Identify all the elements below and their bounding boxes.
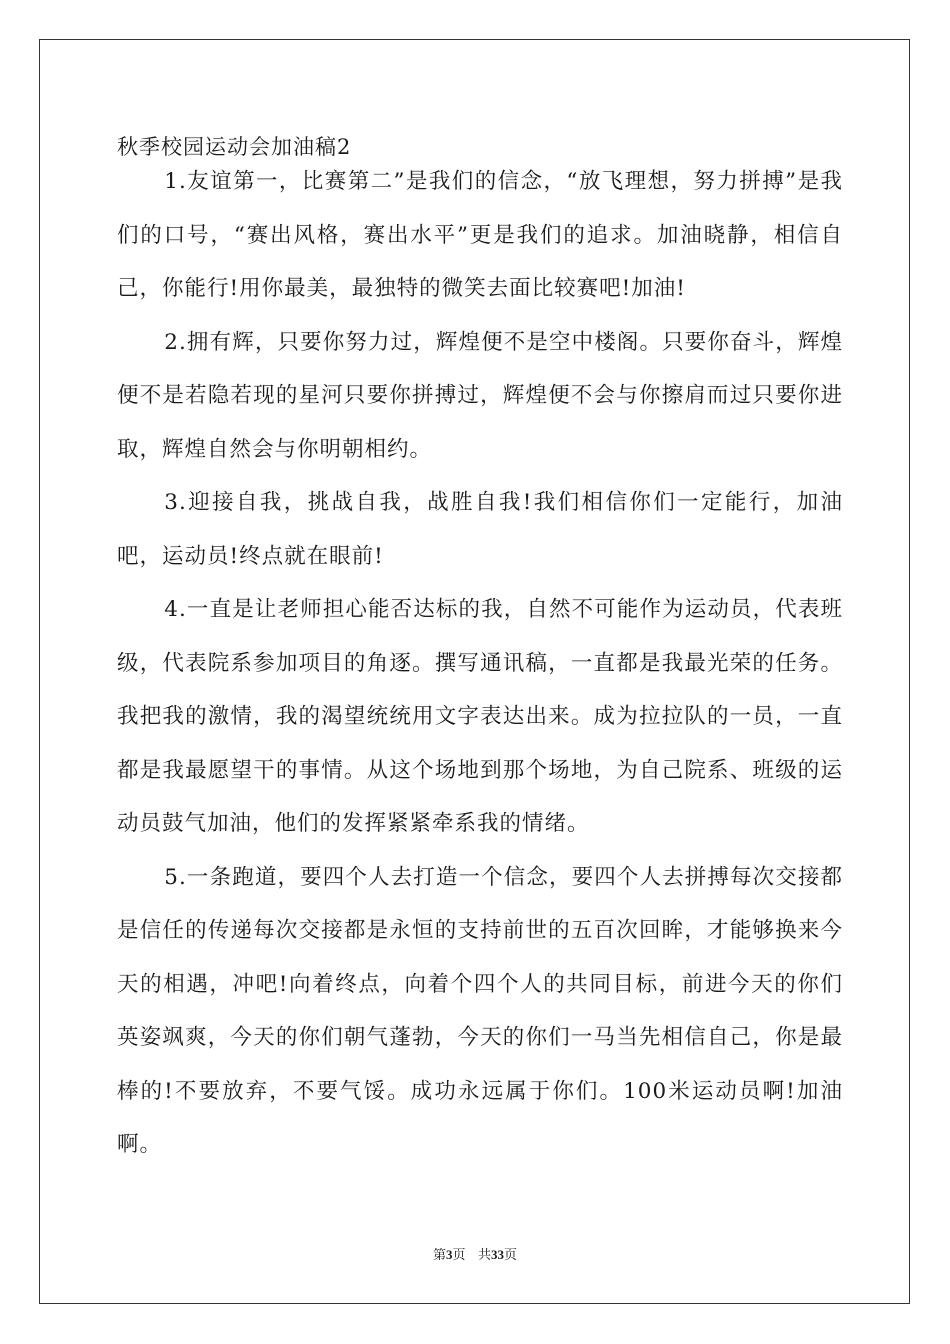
paragraph-5: 5.一条跑道，要四个人去打造一个信念，要四个人去拼搏每次交接都是信任的传递每次交接都是永恒的支持前世的五百次回眸，才能够换来今天的相遇，冲吧!向着终点，向着个四个人的共同目标，前进今天的你们英姿飒爽，今天的你们朝气蓬勃，今天的你们一马当先相信自己，你是最棒的!不要放弃，不要气馁。成功永远属于你们。100米运动员啊!加油啊。 <box>117 864 843 1157</box>
total-pages-number: 33 <box>490 1247 504 1262</box>
total-suffix: 页 <box>503 1248 517 1263</box>
paragraph-4: 4.一直是让老师担心能否达标的我，自然不可能作为运动员，代表班级，代表院系参加项目的角逐。撰写通讯稿，一直都是我最光荣的任务。我把我的激情，我的渴望统统用文字表达出来。成为拉拉队的一员，一直都是我最愿望干的事情。从这个场地到那个场地，为自己院系、班级的运动员鼓气加油，他们的发挥紧紧牵系我的情绪。 <box>117 597 843 836</box>
current-page-number: 3 <box>446 1247 453 1262</box>
document-body <box>117 155 843 1172</box>
page-suffix: 页 <box>452 1248 466 1263</box>
page-prefix: 第 <box>433 1248 447 1263</box>
paragraph-1: 1.友谊第一，比赛第二”是我们的信念，“放飞理想，努力拼搏”是我们的口号，“赛出风格，赛出水平”更是我们的追求。加油晓静，相信自己，你能行!用你最美，最独特的微笑去面比较赛吧!加油! <box>117 169 843 301</box>
total-prefix: 共 <box>477 1248 491 1263</box>
paragraph-3: 3.迎接自我，挑战自我，战胜自我!我们相信你们一定能行，加油吧，运动员!终点就在眼前! <box>117 490 843 569</box>
document-title: 秋季校园运动会加油稿2 <box>117 135 352 159</box>
page-footer <box>0 1245 950 1266</box>
paragraph-2: 2.拥有辉，只要你努力过，辉煌便不是空中楼阁。只要你奋斗，辉煌便不是若隐若现的星河只要你拼搏过，辉煌便不会与你擦肩而过只要你进取，辉煌自然会与你明朝相约。 <box>117 329 843 462</box>
